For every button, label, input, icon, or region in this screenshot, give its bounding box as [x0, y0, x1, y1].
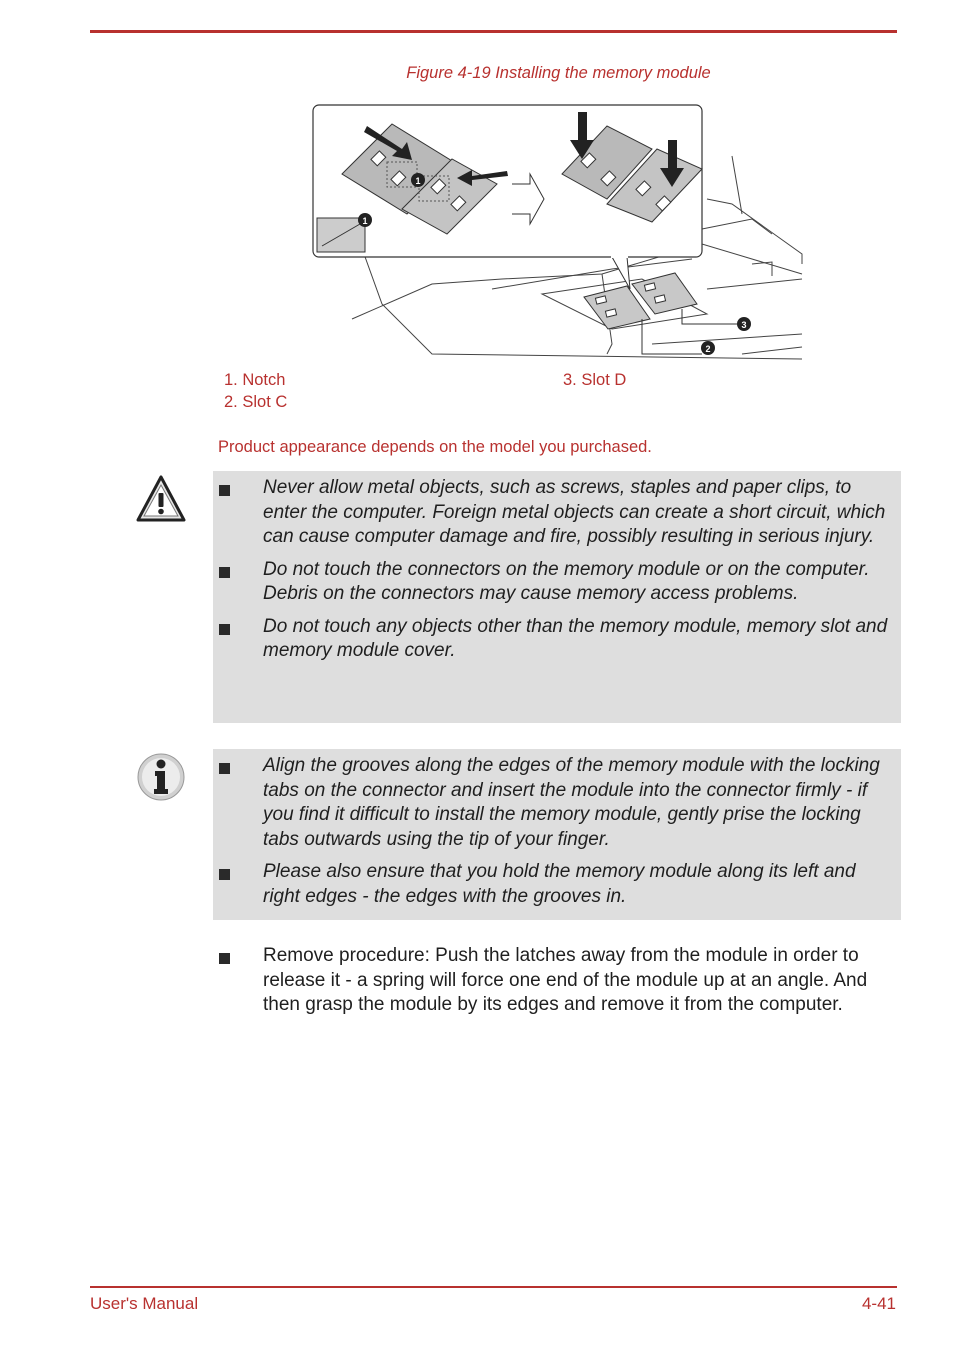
- bullet-square-icon: [219, 567, 230, 578]
- callout-1-label: 1: [415, 176, 421, 186]
- list-item: [217, 615, 893, 664]
- header-rule: [90, 30, 897, 33]
- footer-title: User's Manual: [90, 1294, 199, 1313]
- appearance-note: Product appearance depends on the model you purchased.: [218, 438, 652, 456]
- list-item: [217, 860, 893, 909]
- info-icon: [136, 752, 186, 802]
- warning-box: [213, 471, 901, 723]
- legend-item-slot-c: 2. Slot C: [224, 393, 288, 411]
- procedure-text: Remove procedure: Push the latches away from the module in order to release it - a spring will force one end of the module up at an angle. And then grasp the module by its edges and remove it from the computer.: [263, 945, 868, 1015]
- procedure-list: [213, 944, 905, 1026]
- warning-text: Do not touch any objects other than the memory module, memory slot and memory module cover.: [263, 615, 888, 661]
- legend-item-slot-d: 3. Slot D: [563, 371, 627, 389]
- callout-3-label: 3: [741, 320, 747, 330]
- footer-rule: [90, 1286, 897, 1288]
- warning-text: Do not touch the connectors on the memory module or on the computer. Debris on the connectors may cause memory access problems.: [263, 558, 870, 604]
- inset-pointer-gap: [611, 254, 628, 258]
- bullet-square-icon: [219, 953, 230, 964]
- inset-pointer: [612, 257, 630, 289]
- page-number: 4-41: [861, 1294, 896, 1313]
- list-item: [217, 558, 893, 607]
- memory-installation-figure: [312, 104, 806, 362]
- info-text: Please also ensure that you hold the memory module along its left and right edges - the edges with the grooves in.: [263, 861, 856, 907]
- figure-caption: Figure 4-19 Installing the memory module: [406, 64, 711, 82]
- info-box: [213, 749, 901, 920]
- legend-item-notch: 1. Notch: [224, 371, 286, 389]
- info-text: Align the grooves along the edges of the memory module with the locking tabs on the connector and insert the module into the connector firmly - if you find it difficult to install the memory module, gently prise the locking tabs outwards using the tip of your finger.: [263, 755, 880, 850]
- list-item: [217, 476, 893, 550]
- bullet-square-icon: [219, 485, 230, 496]
- callout-leader-lines: [642, 309, 737, 354]
- callout-1b-label: 1: [362, 216, 368, 226]
- bullet-square-icon: [219, 763, 230, 774]
- warning-text: Never allow metal objects, such as screws, staples and paper clips, to enter the computer. Foreign metal objects can create a short circuit, which can cause computer damage and fire, possibly resulting in serious injury.: [263, 477, 886, 547]
- list-item: [217, 944, 905, 1018]
- bullet-square-icon: [219, 869, 230, 880]
- warning-triangle-icon: [136, 474, 186, 524]
- bullet-square-icon: [219, 624, 230, 635]
- list-item: [217, 754, 893, 852]
- callout-2-label: 2: [705, 344, 711, 354]
